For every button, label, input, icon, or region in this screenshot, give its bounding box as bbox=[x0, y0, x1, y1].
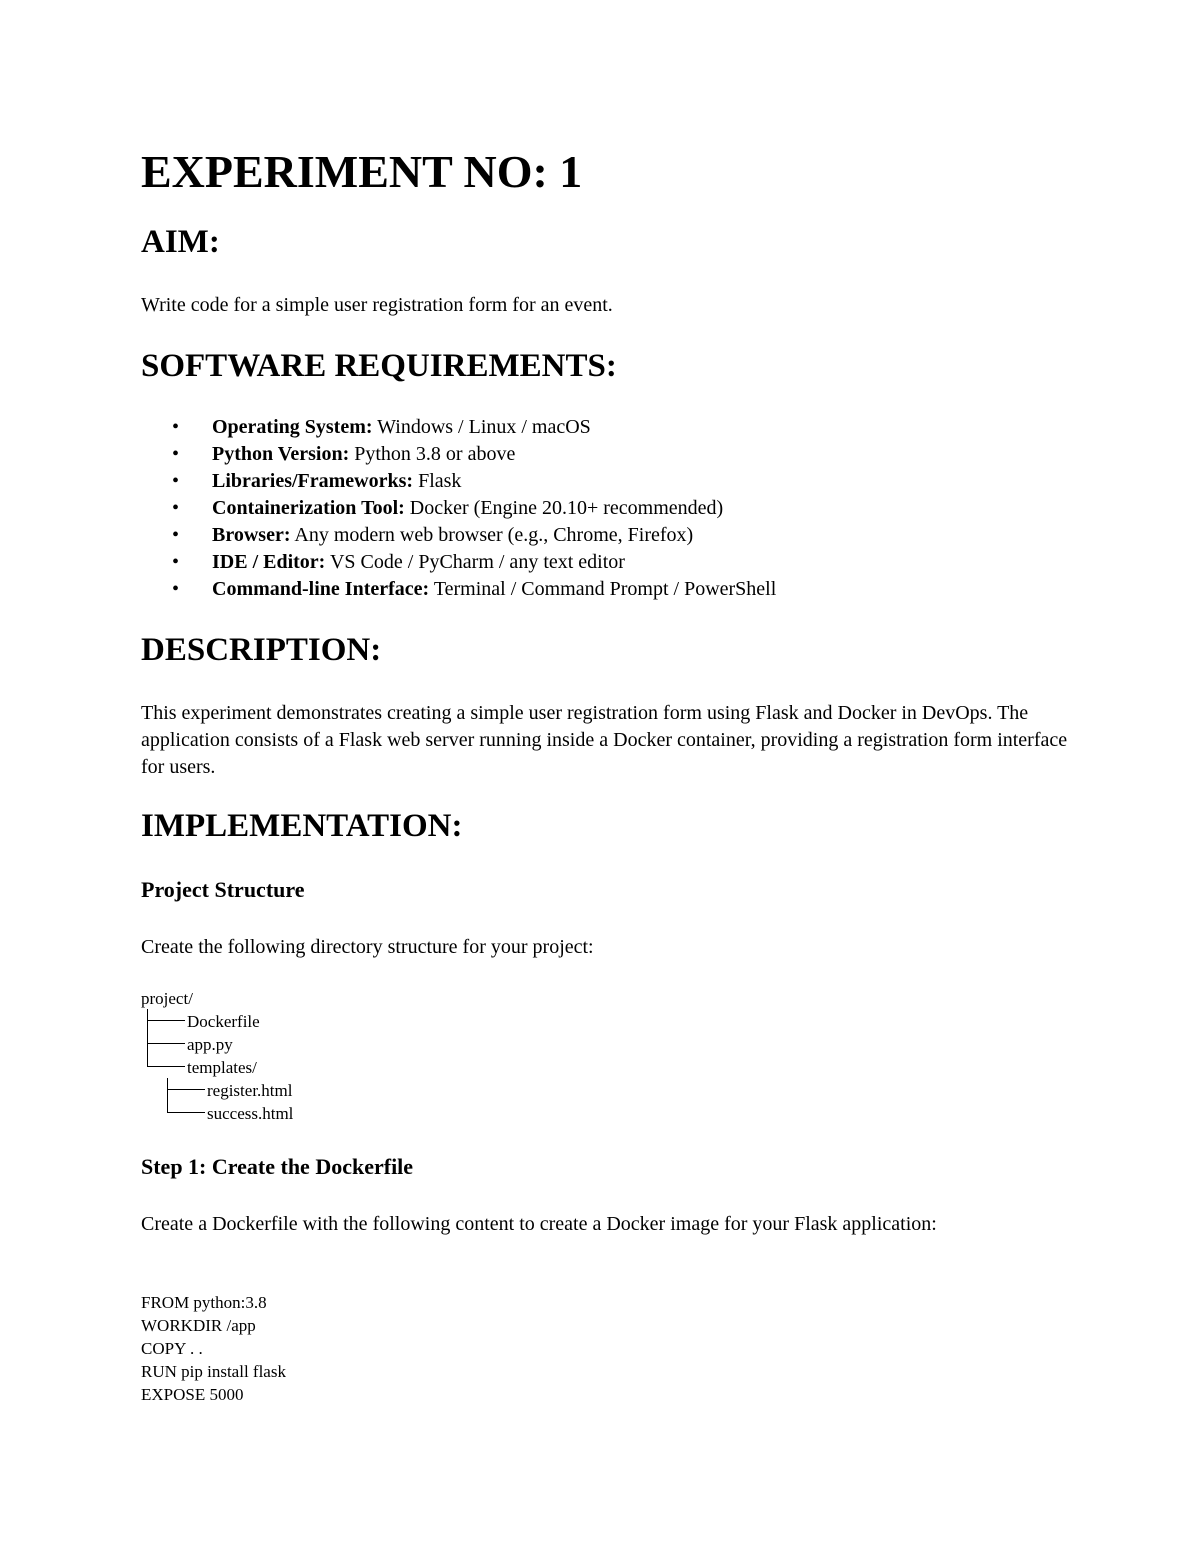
page-title: EXPERIMENT NO: 1 bbox=[141, 146, 583, 197]
list-item: • Operating System: Windows / Linux / macOS bbox=[141, 414, 776, 441]
tree-item-success: success.html bbox=[207, 1104, 294, 1123]
tree-root: project/ bbox=[141, 989, 193, 1008]
aim-heading: AIM: bbox=[141, 224, 220, 260]
code-line: FROM python:3.8 bbox=[141, 1293, 267, 1312]
code-line: EXPOSE 5000 bbox=[141, 1385, 244, 1404]
tree-item-templates: templates/ bbox=[187, 1058, 257, 1077]
tree-item-dockerfile: Dockerfile bbox=[187, 1012, 260, 1031]
list-item: • Libraries/Frameworks: Flask bbox=[141, 468, 776, 495]
bullet-icon: • bbox=[172, 470, 180, 492]
list-item: • IDE / Editor: VS Code / PyCharm / any text editor bbox=[141, 549, 776, 576]
list-item: • Command-line Interface: Terminal / Command Prompt / PowerShell bbox=[141, 576, 776, 603]
tree-item-app: app.py bbox=[187, 1035, 233, 1054]
description-heading: DESCRIPTION: bbox=[141, 632, 382, 668]
step1-intro: Create a Dockerfile with the following content to create a Docker image for your Flask application: bbox=[141, 1213, 937, 1235]
step1-heading: Step 1: Create the Dockerfile bbox=[141, 1154, 414, 1179]
bullet-icon: • bbox=[172, 578, 180, 600]
software-requirements-heading: SOFTWARE REQUIREMENTS: bbox=[141, 348, 617, 384]
code-line: COPY . . bbox=[141, 1339, 203, 1358]
bullet-icon: • bbox=[172, 416, 180, 438]
list-item: • Browser: Any modern web browser (e.g., Chrome, Firefox) bbox=[141, 522, 776, 549]
code-line: RUN pip install flask bbox=[141, 1362, 286, 1381]
implementation-heading: IMPLEMENTATION: bbox=[141, 808, 463, 844]
software-requirements-list bbox=[141, 414, 776, 603]
dockerfile-code bbox=[141, 1291, 286, 1406]
list-item: • Containerization Tool: Docker (Engine 20.10+ recommended) bbox=[141, 495, 776, 522]
code-line: WORKDIR /app bbox=[141, 1316, 256, 1335]
description-text: This experiment demonstrates creating a simple user registration form using Flask and Docker in DevOps. The application consists of a Flask web server running inside a Docker container, providing a registration form interface for users. bbox=[141, 702, 1068, 778]
directory-tree bbox=[141, 987, 293, 1125]
bullet-icon: • bbox=[172, 524, 180, 546]
project-structure-heading: Project Structure bbox=[141, 877, 305, 902]
list-item: • Python Version: Python 3.8 or above bbox=[141, 441, 776, 468]
aim-text: Write code for a simple user registration form for an event. bbox=[141, 294, 613, 316]
tree-item-register: register.html bbox=[207, 1081, 293, 1100]
bullet-icon: • bbox=[172, 443, 180, 465]
bullet-icon: • bbox=[172, 497, 180, 519]
project-structure-intro: Create the following directory structure for your project: bbox=[141, 936, 594, 958]
bullet-icon: • bbox=[172, 551, 180, 573]
